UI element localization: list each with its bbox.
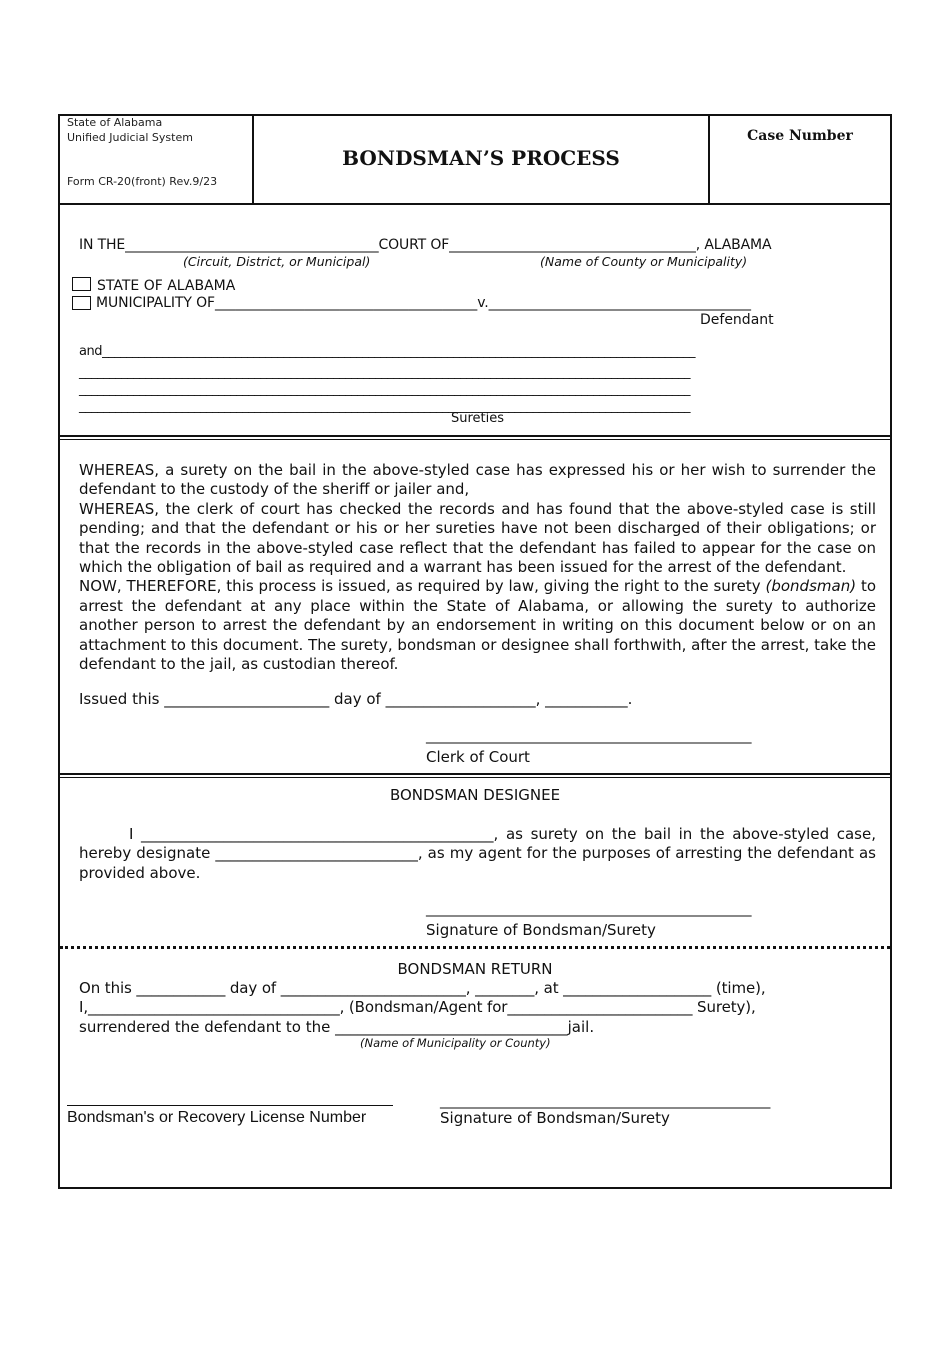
sureties-line-4[interactable]: _____________________________________________________________________________________________________ [79,399,691,414]
whereas-surety: WHEREAS, a surety on the bail in the above-styled case has expressed his or her wish to surrender the defendant to the custody of the sheriff or jailer and, [79,461,876,499]
header-divider [58,203,892,205]
body-divider-bottom [58,777,892,778]
caption-divider-bottom [58,439,892,440]
return-heading: BONDSMAN RETURN [397,960,553,978]
now-therefore-b: to arrest the defendant at any place within the State of Alabama, or allowing the surety to authorize another person to arrest the defendant by an endorsement in writing on this document below or on an attachment to this document. The surety, bondsman or designee shall forthwith, after the arrest, take the defendant to the jail, as custodian thereof. [79,577,877,674]
form-id: Form CR-20(front) Rev.9/23 [67,175,218,188]
clerk-label: Clerk of Court [426,748,530,766]
state-name: State of Alabama [67,116,163,129]
designee-text[interactable]: I _______________________________________________, as surety on the bail in the above-styled case, hereby designate ___________________________, as my agent for the purposes of arresting the defendant as provided above. [79,825,876,882]
defendant-label: Defendant [700,312,774,328]
sureties-line-3[interactable]: _____________________________________________________________________________________________________ [79,382,691,397]
license-label: Bondsman's or Recovery License Number [67,1109,367,1126]
page-title: BONDSMAN’S PROCESS [342,146,620,170]
header-left-divider [252,114,254,204]
process-body [79,461,876,674]
whereas-clerk: WHEREAS, the clerk of court has checked the records and has found that the above-styled case is still pending; and that the defendant or his or her sureties have not been discharged of their obligations; or that the records in the above-styled case reflect that the defendant has failed to appear for the case on which the obligation of bail as required and a warrant has been issued for the arrest of the defendant. [79,499,876,577]
court-type-hint: (Circuit, District, or Municipal) [183,254,371,269]
license-number-field[interactable] [67,1105,393,1106]
municipality-checkbox[interactable] [72,296,91,310]
caption-divider-top [58,435,892,437]
body-divider-top [58,773,892,775]
system-name: Unified Judicial System [67,131,193,144]
case-number-label: Case Number [747,128,853,144]
dotted-divider [60,946,890,949]
return-line-1[interactable]: On this ____________ day of _________________________, ________, at ____________________ (time), [79,979,766,997]
now-therefore-bondsman: (bondsman) [765,577,857,596]
return-line-3[interactable]: surrendered the defendant to the _______________________________jail. [79,1018,595,1036]
return-signature-label: Signature of Bondsman/Surety [440,1109,670,1127]
now-therefore-a: NOW, THEREFORE, this process is issued, as required by law, giving the right to the surety [79,577,766,596]
court-line[interactable]: IN THE_____________________________________COURT OF____________________________________, ALABAMA [79,237,772,253]
return-line-2[interactable]: I,__________________________________, (Bondsman/Agent for_________________________ Surety), [79,998,756,1016]
sureties-label: Sureties [451,411,505,426]
designee-signature-label: Signature of Bondsman/Surety [426,921,656,939]
state-checkbox[interactable] [72,277,91,291]
state-option-label: STATE OF ALABAMA [97,278,236,294]
now-therefore [79,577,876,674]
designee-signature-line[interactable]: __________________________________________________ [426,901,751,917]
return-signature-line[interactable]: __________________________________________________ [440,1093,771,1109]
and-sureties-line[interactable]: and__________________________________________________________________________________________________ [79,344,696,359]
clerk-signature-line[interactable]: __________________________________________________ [426,728,751,744]
county-hint: (Name of County or Municipality) [540,254,748,269]
place-hint: (Name of Municipality or County) [360,1036,551,1050]
sureties-line-2[interactable]: _____________________________________________________________________________________________________ [79,365,691,380]
designee-heading: BONDSMAN DESIGNEE [389,786,561,804]
issued-line[interactable]: Issued this ______________________ day of ____________________, ___________. [79,690,633,708]
municipality-line[interactable]: MUNICIPALITY OF______________________________________v.______________________________________ [96,295,751,311]
